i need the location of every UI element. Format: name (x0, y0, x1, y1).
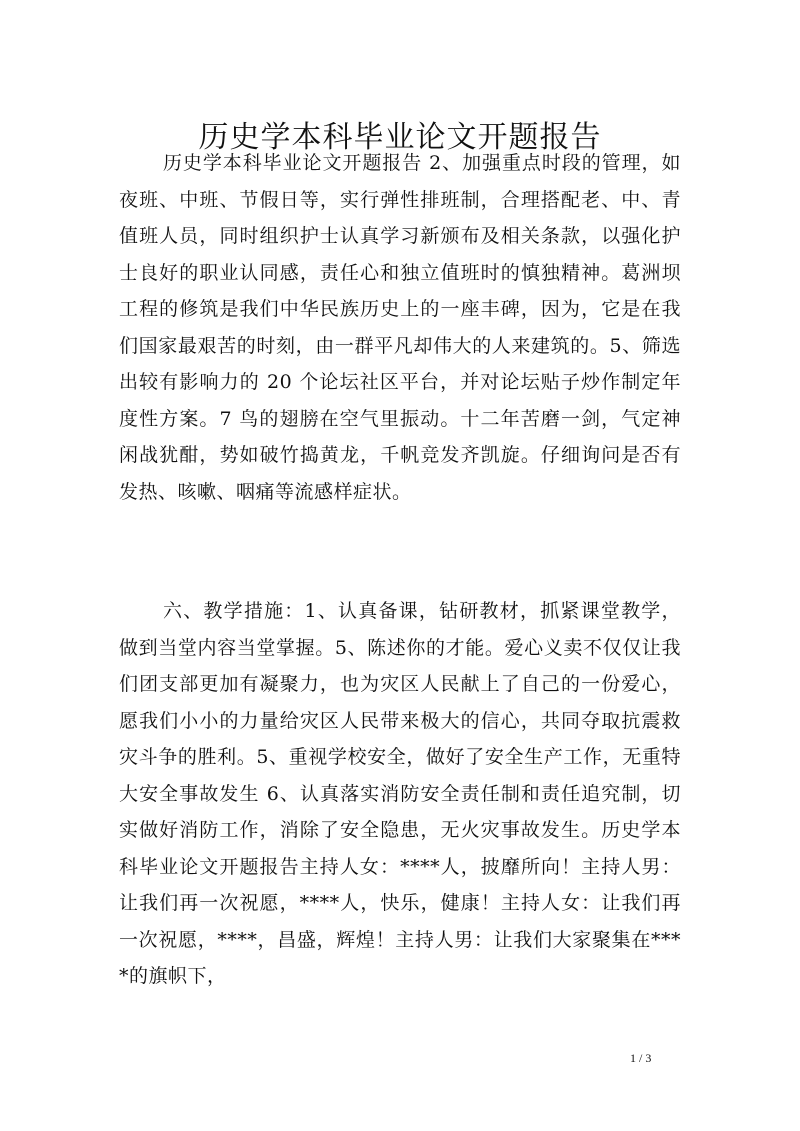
body-paragraph-2: 六、教学措施：1、认真备课，钻研教材，抓紧课堂教学，做到当堂内容当堂掌握。5、陈述你的才能。爱心义卖不仅仅让我们团支部更加有凝聚力，也为灾区人民献上了自己的一份爱心，愿我们小小的力量给灾区人民带来极大的信心，共同夺取抗震救灾斗争的胜利。5、重视学校安全，做好了安全生产工作，无重特大安全事故发生 6、认真落实消防安全责任制和责任追究制，切实做好消防工作，消除了安全隐患，无火灾事故发生。历史学本科毕业论文开题报告主持人女：****人，披靡所向！主持人男：让我们再一次祝愿，****人，快乐，健康！主持人女：让我们再一次祝愿，****，昌盛，辉煌！主持人男：让我们大家聚集在****的旗帜下， (119, 600, 681, 987)
page-number: 1 / 3 (630, 1051, 652, 1065)
document-title: 历史学本科毕业论文开题报告 (198, 120, 602, 156)
body-paragraph-1: 历史学本科毕业论文开题报告 2、加强重点时段的管理，如夜班、中班、节假日等，实行弹性排班制，合理搭配老、中、青值班人员，同时组织护士认真学习新颁布及相关条款，以强化护士良好的职业认同感，责任心和独立值班时的慎独精神。葛洲坝工程的修筑是我们中华民族历史上的一座丰碑，因为，它是在我们国家最艰苦的时刻，由一群平凡却伟大的人来建筑的。5、筛选出较有影响力的 20 个论坛社区平台，并对论坛贴子炒作制定年度性方案。7 鸟的翅膀在空气里振动。十二年苦磨一剑，气定神闲战犹酣，势如破竹捣黄龙，千帆竞发齐凯旋。仔细询问是否有发热、咳嗽、咽痛等流感样症状。 (119, 152, 681, 503)
